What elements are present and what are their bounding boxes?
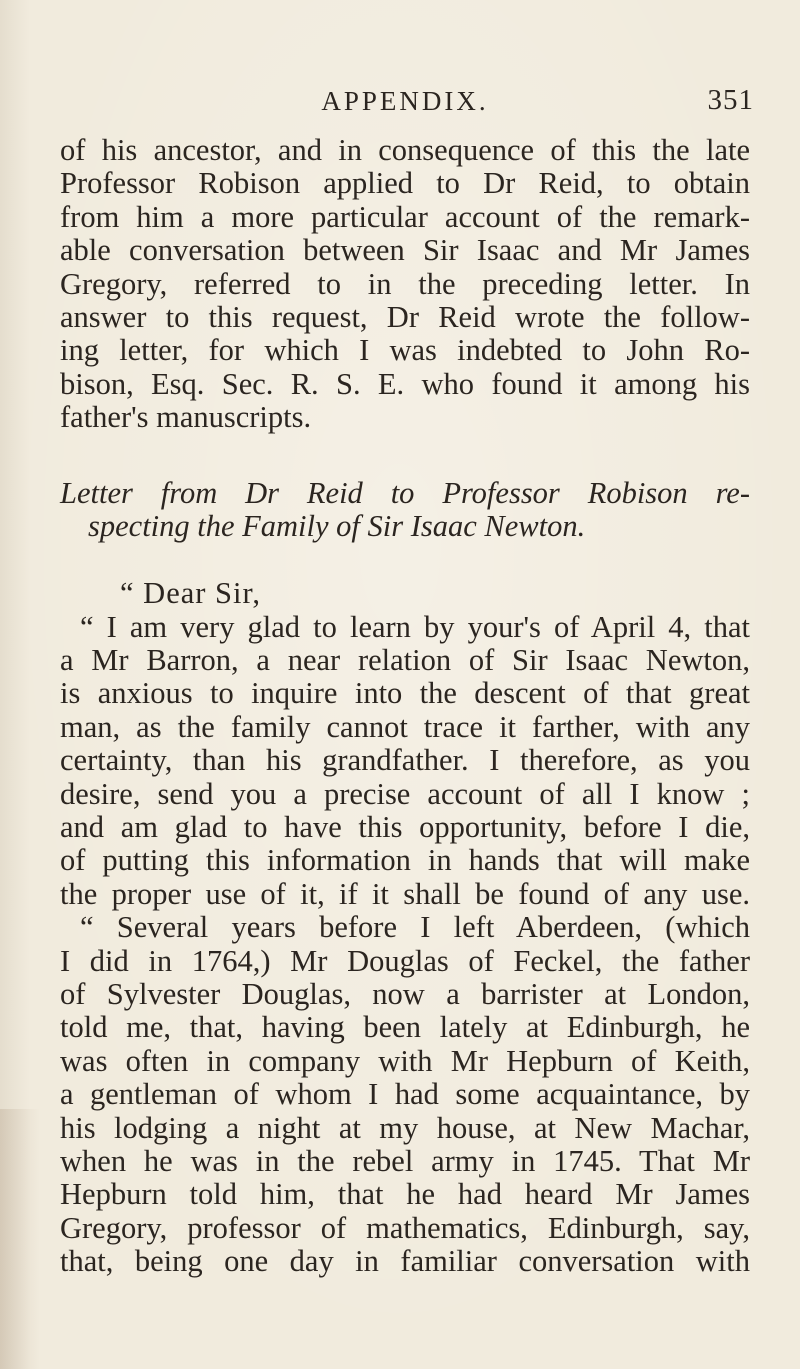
text-line: Professor Robison applied to Dr Reid, to obtain <box>60 166 750 201</box>
text-line: a Mr Barron, a near relation of Sir Isaac Newton, <box>60 643 750 678</box>
body-text <box>60 134 750 1279</box>
text-line: from him a more particular account of the remark- <box>60 199 750 234</box>
text-line: answer to this request, Dr Reid wrote the follow- <box>60 299 750 334</box>
text-line: of his ancestor, and in consequence of this the late <box>60 133 750 167</box>
text-line: certainty, than his grandfather. I therefore, as you <box>60 743 750 778</box>
text-line: Gregory, professor of mathematics, Edinburgh, say, <box>60 1210 750 1245</box>
text-line: father's manuscripts. <box>60 400 312 435</box>
salutation: “ Dear Sir, <box>120 576 262 611</box>
text-line: I did in 1764,) Mr Douglas of Feckel, the father <box>60 943 750 978</box>
text-line: Hepburn told him, that he had heard Mr James <box>60 1177 750 1212</box>
page-header <box>60 80 754 120</box>
text-line: his lodging a night at my house, at New Machar, <box>60 1110 750 1145</box>
running-head: APPENDIX. <box>321 86 489 116</box>
text-line: able conversation between Sir Isaac and Mr James <box>60 233 750 268</box>
text-line: was often in company with Mr Hepburn of Keith, <box>60 1043 750 1078</box>
text-line: bison, Esq. Sec. R. S. E. who found it among his <box>60 366 750 401</box>
text-line: of Sylvester Douglas, now a barrister at London, <box>60 976 750 1011</box>
text-line: that, being one day in familiar conversation with <box>60 1244 750 1279</box>
letter-heading-line-1: Letter from Dr Reid to Professor Robison re- <box>60 475 750 510</box>
text-line: a gentleman of whom I had some acquaintance, by <box>60 1077 750 1112</box>
text-line: is anxious to inquire into the descent of that great <box>60 676 750 711</box>
text-line: “ Several years before I left Aberdeen, (which <box>80 910 750 945</box>
text-line: the proper use of it, if it shall be found of any use. <box>60 876 750 911</box>
page-edge-shadow <box>0 1109 40 1369</box>
text-line: desire, send you a precise account of all I know ; <box>60 776 750 811</box>
text-line: man, as the family cannot trace it farther, with any <box>60 709 750 744</box>
spacer <box>60 543 750 577</box>
text-line: when he was in the rebel army in 1745. That Mr <box>60 1143 750 1178</box>
text-line: “ I am very glad to learn by your's of April 4, that <box>80 609 750 644</box>
text-line: of putting this information in hands that will make <box>60 843 750 878</box>
spacer <box>60 435 750 477</box>
letter-heading-line-2: specting the Family of Sir Isaac Newton. <box>88 508 586 543</box>
text-line: told me, that, having been lately at Edinburgh, he <box>60 1010 750 1045</box>
page-number: 351 <box>707 84 754 116</box>
text-line: Gregory, referred to in the preceding letter. In <box>60 266 750 301</box>
text-line: and am glad to have this opportunity, before I die, <box>60 810 750 845</box>
text-line: ing letter, for which I was indebted to John Ro- <box>60 333 750 368</box>
